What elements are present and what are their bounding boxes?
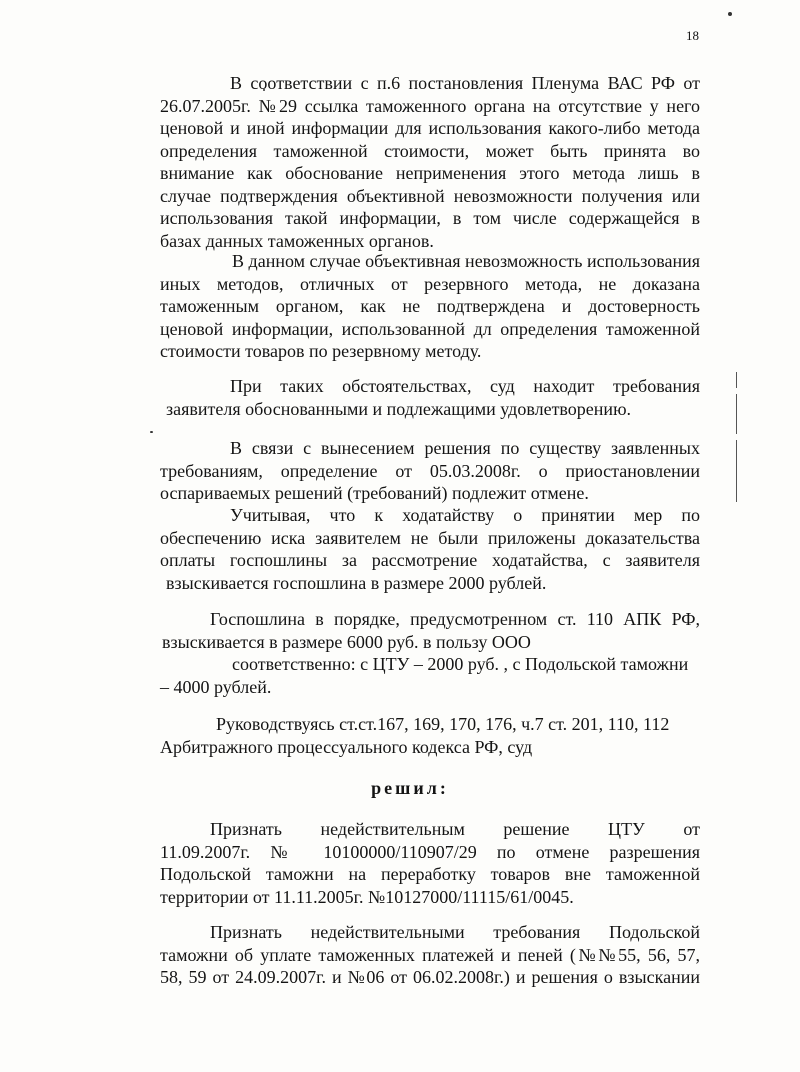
scan-edge-mark xyxy=(736,372,737,388)
text-line: оспариваемых решений (требований) подлежит отмене. xyxy=(160,483,589,503)
text-line: 26.07.2005г. №29 ссылка таможенного органа на отсутствие у него xyxy=(160,95,700,116)
text-line: 11.09.2007г. № 10100000/110907/29 по отмене разрешения xyxy=(160,841,700,862)
paragraph-suspension-cancel xyxy=(160,437,700,505)
text-line: взыскивается в размере 6000 руб. в пользу ООО xyxy=(162,631,531,652)
text-line: Руководствуясь ст.ст.167, 169, 170, 176, ч.7 ст. 201, 110, 112 xyxy=(216,714,670,734)
text-line: таможни об уплате таможенных платежей и пеней (№№55, 56, 57, xyxy=(160,944,700,965)
text-line: случае подтверждения объективной невозможности получения или xyxy=(160,185,700,206)
text-line: внимание как обоснование неприменения этого метода лишь в xyxy=(160,163,700,183)
decision-heading: решил: xyxy=(371,778,449,798)
text-line: использования такой информации, в том числе содержащейся в xyxy=(160,208,700,228)
text-line: стоимости товаров по резервному методу. xyxy=(160,341,482,361)
text-line: территории от 11.11.2005г. №10127000/11115/61/0045. xyxy=(160,886,574,907)
paragraph-customs-value-reference xyxy=(160,72,700,252)
paragraph-invalidate-decision xyxy=(160,818,700,908)
text-line: Подольской таможни на переработку товаров вне таможенной xyxy=(160,864,700,884)
text-line: соответственно: с ЦТУ – 2000 руб. , с Подольской таможни xyxy=(232,654,689,674)
paragraph-objective-impossibility xyxy=(160,250,700,363)
scan-speck xyxy=(150,431,153,433)
scan-speck xyxy=(728,12,732,16)
text-line: таможенным органом, как не подтверждена и достоверность xyxy=(160,296,700,316)
text-line: 58, 59 от 24.09.2007г. и №06 от 06.02.2008г.) и решения о взыскании xyxy=(160,967,700,987)
text-line: Учитывая, что к ходатайству о принятии мер по xyxy=(230,505,700,525)
text-line: ценовой и иной информации для использования какого-либо метода xyxy=(160,118,700,138)
text-line: В данном случае объективная невозможность использования xyxy=(232,251,700,271)
paragraph-state-duty-allocation xyxy=(160,608,700,698)
text-line: Признать недействительным решение ЦТУ от xyxy=(210,819,700,839)
text-line: При таких обстоятельствах, суд находит требования xyxy=(230,376,700,396)
text-line: – 4000 рублей. xyxy=(160,676,272,697)
text-line: оплаты госпошлины за рассмотрение ходатайства, с заявителя xyxy=(160,550,700,570)
text-line: заявителя обоснованными и подлежащими удовлетворению. xyxy=(166,398,632,419)
paragraph-court-finds xyxy=(160,375,700,420)
text-line: Признать недействительными требования Подольской xyxy=(210,922,700,942)
text-line: определения таможенной стоимости, может быть принята во xyxy=(160,140,700,161)
text-line: В соответствии с п.6 постановления Пленума ВАС РФ от xyxy=(230,73,700,93)
page-number: 18 xyxy=(686,28,699,43)
text-line: В связи с вынесением решения по существу заявленных xyxy=(230,438,700,458)
text-line: требованиям, определение от 05.03.2008г. о приостановлении xyxy=(160,460,700,481)
paragraph-state-duty-motion xyxy=(160,504,700,594)
paragraph-legal-basis xyxy=(160,713,700,758)
text-line: базах данных таможенных органов. xyxy=(160,230,434,251)
text-line: иных методов, отличных от резервного метода, не доказана xyxy=(160,273,700,294)
scan-edge-mark xyxy=(736,440,737,502)
text-line: Госпошлина в порядке, предусмотренном ст. 110 АПК РФ, xyxy=(210,609,700,629)
text-line: ценовой информации, использованной дл определения таможенной xyxy=(160,318,700,339)
text-line: Арбитражного процессуального кодекса РФ, суд xyxy=(160,736,533,757)
paragraph-invalidate-requirements xyxy=(160,921,700,989)
scan-edge-mark xyxy=(736,394,737,434)
text-line: обеспечению иска заявителем не были приложены доказательства xyxy=(160,527,700,548)
text-line: взыскивается госпошлина в размере 2000 рублей. xyxy=(166,572,547,593)
